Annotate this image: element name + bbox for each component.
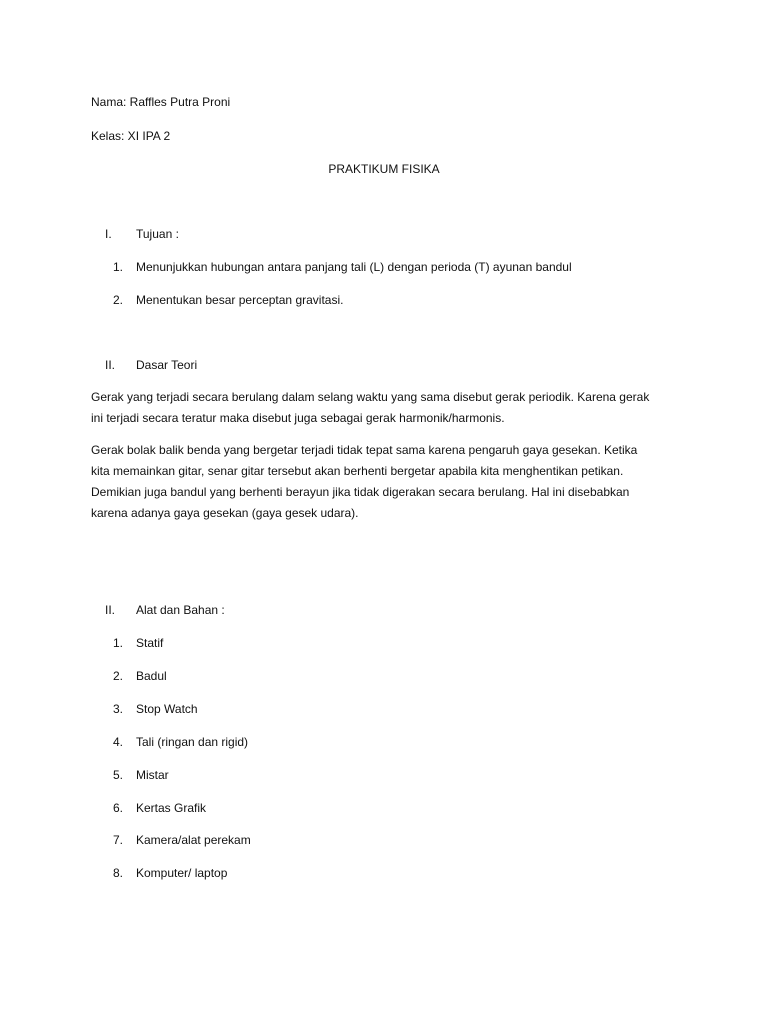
alat-item-number: 5.	[113, 768, 124, 782]
alat-item-text: Statif	[136, 636, 164, 650]
tujuan-item-text: Menentukan besar perceptan gravitasi.	[136, 293, 344, 307]
tujuan-item-number: 1.	[113, 260, 124, 274]
section-dasar-heading: Dasar Teori	[136, 358, 198, 372]
paragraph-line: Demikian juga bandul yang berhenti berayun jika tidak digerakan secara berulang. Hal ini disebabkan	[91, 485, 630, 499]
dasar-paragraph-1	[91, 387, 691, 429]
section-tujuan-numeral: I.	[105, 227, 112, 241]
alat-item-text: Kamera/alat perekam	[136, 833, 251, 847]
alat-item-number: 2.	[113, 669, 124, 683]
dasar-paragraph-2	[91, 440, 691, 524]
alat-item-text: Mistar	[136, 768, 169, 782]
section-dasar-numeral: II.	[105, 358, 116, 372]
alat-item-number: 7.	[113, 833, 124, 847]
paragraph-line: Gerak bolak balik benda yang bergetar terjadi tidak tepat sama karena pengaruh gaya gesekan. Ketika	[91, 443, 638, 457]
alat-item-text: Komputer/ laptop	[136, 866, 228, 880]
section-alat-heading: Alat dan Bahan :	[136, 603, 225, 617]
alat-item-number: 4.	[113, 735, 124, 749]
paragraph-line: ini terjadi secara teratur maka disebut juga sebagai gerak harmonik/harmonis.	[91, 411, 505, 425]
alat-item-number: 6.	[113, 801, 124, 815]
tujuan-item-text: Menunjukkan hubungan antara panjang tali (L) dengan perioda (T) ayunan bandul	[136, 260, 572, 274]
alat-item-text: Kertas Grafik	[136, 801, 207, 815]
tujuan-item-number: 2.	[113, 293, 124, 307]
alat-item-number: 8.	[113, 866, 124, 880]
alat-item-number: 1.	[113, 636, 124, 650]
section-alat-numeral: II.	[105, 603, 116, 617]
alat-item-text: Stop Watch	[136, 702, 198, 716]
alat-item-text: Badul	[136, 669, 167, 683]
student-class: Kelas: XI IPA 2	[91, 129, 171, 143]
paragraph-line: karena adanya gaya gesekan (gaya gesek udara).	[91, 506, 359, 520]
section-tujuan-heading: Tujuan :	[136, 227, 179, 241]
student-name: Nama: Raffles Putra Proni	[91, 95, 231, 109]
alat-item-number: 3.	[113, 702, 124, 716]
alat-item-text: Tali (ringan dan rigid)	[136, 735, 249, 749]
document-title: PRAKTIKUM FISIKA	[328, 162, 440, 176]
paragraph-line: Gerak yang terjadi secara berulang dalam selang waktu yang sama disebut gerak periodik. Karena gerak	[91, 390, 650, 404]
paragraph-line: kita memainkan gitar, senar gitar tersebut akan berhenti bergetar apabila kita menghentikan petikan.	[91, 464, 624, 478]
